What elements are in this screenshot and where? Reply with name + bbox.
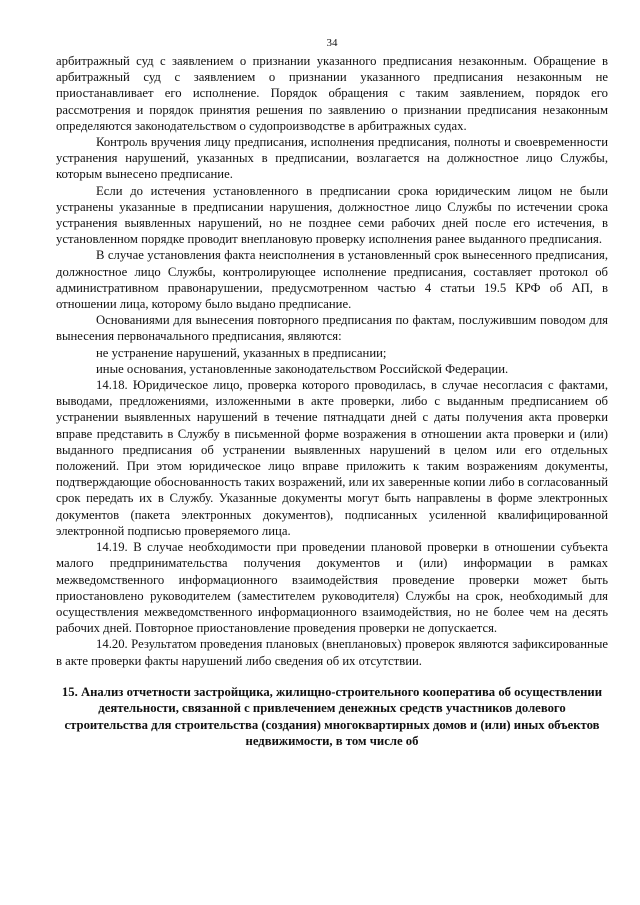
paragraph-control: Контроль вручения лицу предписания, исполнения предписания, полноты и своевременности устранения нарушений, указанных в предписании, возлагается на должностное лицо Службы, которым вынесено предписание. [56,135,608,182]
paragraph-ground-2: иные основания, установленные законодательством Российской Федерации. [96,361,509,376]
paragraph-14-19: 14.19. В случае необходимости при проведении плановой проверки в отношении субъекта малого предпринимательства получения документов и (или) информации в рамках межведомственного информационного взаимодействия проведение проверки может быть приостановлено руководителем (заместителем руководителя) Службы на срок, необходимый для осуществления межведомственного информационного взаимодействия, но не более чем на десять рабочих дней. Повторное приостановление проведения проверки не допускается. [56,540,608,636]
paragraph-appeal: арбитражный суд с заявлением о признании указанного предписания незаконным. Обращение в арбитражный суд с заявлением о признании указанного предписания незаконным не приостанавливает его исполнение. Порядок обращения с таким заявлением, порядок его рассмотрения и порядок принятия решения по заявлению о признании предписания незаконным определяются законодательством о судопроизводстве в арбитражных судах. [56,54,608,133]
document-page [56,36,608,749]
paragraph-ground-1: не устранение нарушений, указанных в предписании; [96,345,387,360]
paragraph-protocol: В случае установления факта неисполнения в установленный срок вынесенного предписания, должностное лицо Службы, контролирующее исполнение предписания, составляет протокол об административном правонарушении, предусмотренном частью 4 статьи 19.5 КРФ об АП, в отношении лица, которому было выдано предписание. [56,248,608,312]
paragraph-grounds: Основаниями для вынесения повторного предписания по фактам, послужившим поводом для вынесения первоначального предписания, являются: [56,313,608,344]
page-number: 34 [326,37,338,49]
paragraph-unscheduled-check: Если до истечения установленного в предписании срока юридическим лицом не были устранены указанные в предписании нарушения, должностное лицо Службы по истечении срока устранения выявленных нарушений, но не позднее семи рабочих дней после его истечения, в установленном порядке проводит внеплановую проверку исполнения ранее выданного предписания. [56,183,608,247]
section-spacer [56,669,608,684]
paragraph-14-18: 14.18. Юридическое лицо, проверка которого проводилась, в случае несогласия с фактами, выводами, предложениями, изложенными в акте проверки, либо с выданным предписанием об устранении выявленных нарушений в течение пятнадцати дней с даты получения акта проверки вправе представить в Службу в письменной форме возражения в отношении акта проверки и (или) выданного предписания об устранении выявленных нарушений в целом или его отдельных положений. При этом юридическое лицо вправе приложить к таким возражениям документы, подтверждающие обоснованность таких возражений, или их заверенные копии либо в согласованный срок передать их в Службу. Указанные документы могут быть направлены в форме электронных документов (пакета электронных документов), подписанных усиленной квалифицированной электронной подписью проверяемого лица. [56,378,608,538]
section-heading: 15. Анализ отчетности застройщика, жилищно-строительного кооператива об осуществлении деятельности, связанной с привлечением денежных средств участников долевого строительства для строительства (создания) многоквартирных домов и (или) иных объектов недвижимости, в том числе об [61,684,603,748]
paragraph-14-20: 14.20. Результатом проведения плановых (внеплановых) проверок являются зафиксированные в акте проверки факты нарушений либо сведения об их отсутствии. [56,637,608,668]
